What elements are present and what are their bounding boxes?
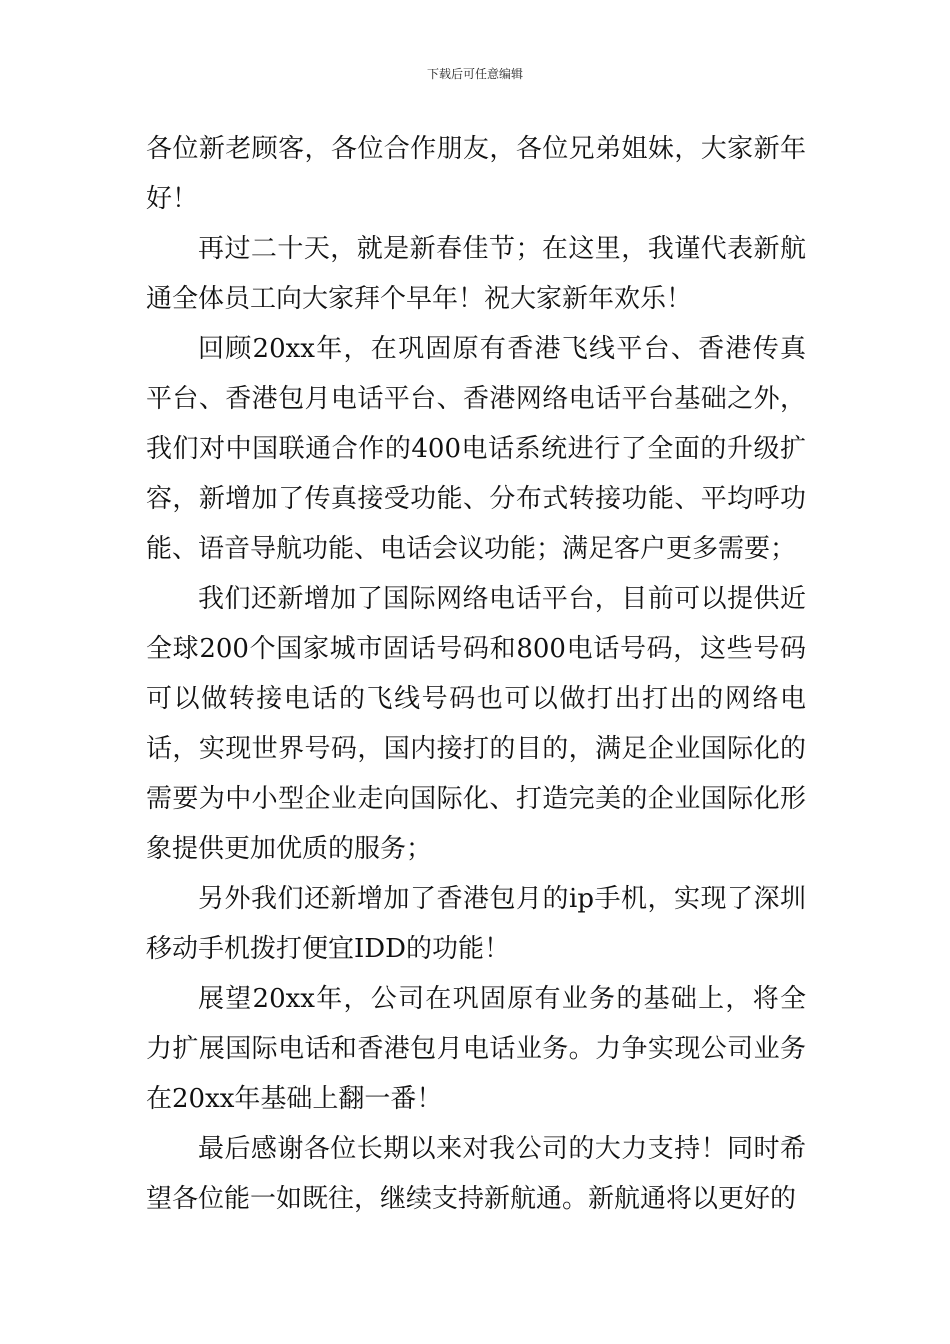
paragraph-greeting: 各位新老顾客，各位合作朋友，各位兄弟姐妹，大家新年好！ (146, 134, 806, 214)
paragraph-thanks: 最后感谢各位长期以来对我公司的大力支持！同时希望各位能一如既往，继续支持新航通。新航通将以更好的 (146, 1134, 806, 1214)
paragraph-international: 我们还新增加了国际网络电话平台，目前可以提供近全球200个国家城市固话号码和800电话号码，这些号码可以做转接电话的飞线号码也可以做打出打出的网络电话，实现世界号码，国内接打的目的，满足企业国际化的需要为中小型企业走向国际化、打造完美的企业国际化形象提供更加优质的服务； (146, 584, 806, 864)
header-note: 下载后可任意编辑 (426, 67, 523, 81)
paragraph-review: 回顾20xx年，在巩固原有香港飞线平台、香港传真平台、香港包月电话平台、香港网络电话平台基础之外，我们对中国联通合作的400电话系统进行了全面的升级扩容，新增加了传真接受功能、分布式转接功能、平均呼功能、语音导航功能、电话会议功能；满足客户更多需要； (146, 334, 806, 564)
document-body (146, 124, 806, 1224)
paragraph-new-year: 再过二十天，就是新春佳节；在这里，我谨代表新航通全体员工向大家拜个早年！祝大家新年欢乐！ (146, 234, 806, 314)
paragraph-ip-phone: 另外我们还新增加了香港包月的ip手机，实现了深圳移动手机拨打便宜IDD的功能！ (146, 884, 806, 964)
paragraph-outlook: 展望20xx年，公司在巩固原有业务的基础上，将全力扩展国际电话和香港包月电话业务。力争实现公司业务在20xx年基础上翻一番！ (146, 984, 806, 1114)
